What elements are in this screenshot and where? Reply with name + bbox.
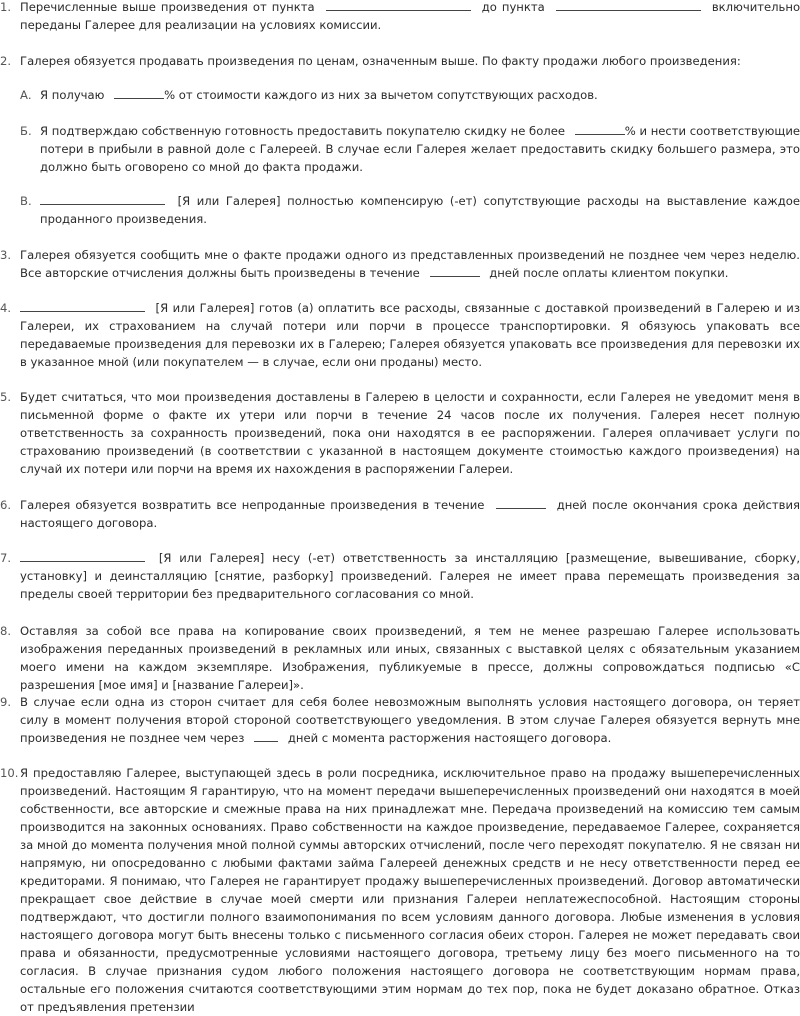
clause-number: 4. [0,301,12,315]
clause-text: Галерея обязуется продавать произведения по ценам, означенным выше. По факту продажи любого произведения: [20,54,741,68]
subclause-text: [Я или Галерея] полностью компенсирую (-ет) сопутствующие расходы на выставление каждое проданного произведения. [40,194,800,226]
clause-text: Оставляя за собой все права на копирование своих произведений, я тем не менее разрешаю Галерее использовать изображения переданных произведений в рекламных или иных, связанных с выставкой целях с обязательным указанием моего имени на каждом экземпляре. Изображения, публикуемые в прессе, должны сопровождаться подписью «С разрешения [мое имя] и [название Галереи]». [20,624,800,692]
subclause-letter: А. [20,88,32,102]
clause-number: 6. [0,498,12,512]
blank-field-party[interactable] [40,193,165,205]
blank-field-days[interactable] [254,730,278,742]
subclause-text: Я подтверждаю собственную готовность предоставить покупателю скидку не более % и нести соответствующие потери в прибыли в равной доле с Галереей. В случае если Галерея желает предоставить скидку большего размера, это должно быть оговорено со мной до факта продажи. [40,124,800,174]
subclause-text: Я получаю % от стоимости каждого из них за вычетом сопутствующих расходов. [40,88,598,102]
blank-field-from[interactable] [326,0,471,11]
clause-number: 10. [0,766,19,780]
blank-field-days[interactable] [496,497,546,509]
clause-number: 8. [0,624,12,638]
clause-text: Галерея обязуется возвратить все непроданные произведения в течение дней после окончания срока действия настоящего договора. [20,498,800,530]
blank-field-party[interactable] [20,550,145,562]
subclause-letter: Б. [20,124,32,138]
clause-number: 9. [0,695,12,709]
blank-field-days[interactable] [430,265,480,277]
blank-field-to[interactable] [556,0,701,11]
clause-number: 5. [0,390,12,404]
clause-text: Я предоставляю Галерее, выступающей здесь в роли посредника, исключительное право на продажу вышеперечисленных произведений. Настоящим Я гарантирую, что на момент передачи вышеперечисленных произведений они находятся в моей собственности, все авторские и смежные права на них принадлежат мне. Передача произведений на комиссию тем самым производится на законных основаниях. Право собственности на каждое произведение, передаваемое Галерее, сохраняется за мной до момента получения мной полной суммы авторских отчислений, после чего переходят покупателю. Я не связан ни напрямую, ни опосредованно с любыми фактами займа Галереей денежных средств и не несу ответственности перед ее кредиторами. Я понимаю, что Галерея не гарантирует продажу вышеперечисленных произведений. Договор автоматически прекращает свое действие в случае моей смерти или признания Галереи неплатежеспособной. Настоящим стороны подтверждают, что достигли полного взаимопонимания по всем условиям данного договора. Любые изменения в условия настоящего договора могут быть внесены только с письменного согласия обеих сторон. Галерея не может передавать свои права и обязанности, предусмотренные условиями настоящего договора, третьему лицу без моего письменного на то согласия. В случае признания судом любого положения настоящего договора не соответствующим нормам права, остальные его положения считаются соответствующими этим нормам до тех пор, пока не будет доказано обратное. Отказ от предъявления претензии [20,766,800,1014]
blank-field-discount[interactable] [575,123,625,135]
clause-number: 1. [0,0,12,14]
clause-number: 3. [0,248,12,262]
clause-number: 2. [0,54,12,68]
blank-field-percent[interactable] [114,87,164,99]
clause-text: Будет считаться, что мои произведения доставлены в Галерею в целости и сохранности, если Галерея не уведомит меня в письменной форме о факте их утери или порчи в течение 24 часов после их получения. Галерея несет полную ответственность за сохранность произведений, пока они находятся в ее распоряжении. Галерея оплачивает услуги по страхованию произведений (в соответствии с указанной в настоящем документе стоимостью каждого произведения) на случай их потери или порчи на время их нахождения в распоряжении Галереи. [20,390,800,476]
subclause-letter: В. [20,194,32,208]
clause-text: Перечисленные выше произведения от пункта до пункта включительно переданы Галерее для реализации на условиях комиссии. [20,0,800,32]
blank-field-party[interactable] [20,300,145,312]
clause-text: [Я или Галерея] несу (-ет) ответственность за инсталляцию [размещение, вывешивание, сборку, установку] и деинсталляцию [снятие, разборку] произведений. Галерея не имеет права перемещать произведения за пределы своей территории без предварительного согласования со мной. [20,551,800,601]
clause-number: 7. [0,551,12,565]
clause-text: [Я или Галерея] готов (а) оплатить все расходы, связанные с доставкой произведений в Галерею и из Галереи, их страхованием на случай потери или порчи в процессе транспортировки. Я обязуюсь упаковать все передаваемые произведения для перевозки их в Галерею; Галерея обязуется упаковать все произведения для перевозки их в указанное мной (или покупателем — в случае, если они проданы) место. [20,301,800,369]
clause-text: В случае если одна из сторон считает для себя более невозможным выполнять условия настоящего договора, он теряет силу в момент получения второй стороной соответствующего уведомления. В этом случае Галерея обязуется вернуть мне произведения не позднее чем через дней с момента расторжения настоящего договора. [20,695,800,745]
clause-text: Галерея обязуется сообщить мне о факте продажи одного из представленных произведений не позднее чем через неделю. Все авторские отчисления должны быть произведены в течение дней после оплаты клиентом покупки. [20,248,800,280]
